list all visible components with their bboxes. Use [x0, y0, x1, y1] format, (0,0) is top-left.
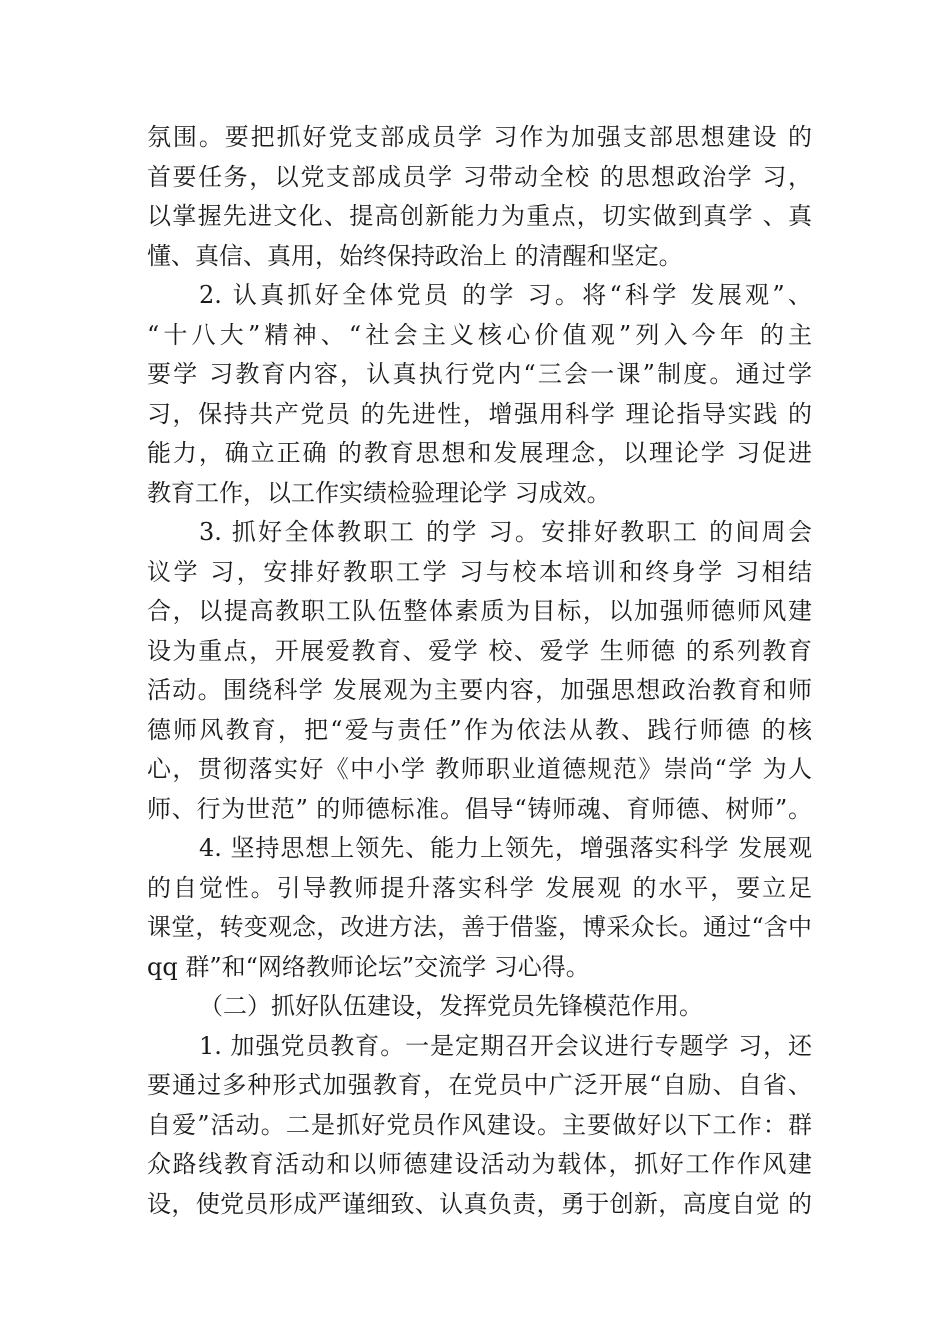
paragraph-start-line: 4. 坚持思想上领先、能力上领先，增强落实科学 发展观	[199, 834, 812, 862]
text-line: 能力，确立正确 的教育思想和发展理念，以理论学 习促进	[147, 439, 812, 467]
text-line: 设，使党员形成严谨细致、认真负责，勇于创新，高度自觉 的	[147, 1189, 812, 1218]
paragraph-start-line: 3. 抓好全体教职工 的学 习。安排好教职工 的间周会	[199, 518, 812, 546]
text-line: 设为重点，开展爱教育、爱学 校、爱学 生师德 的系列教育	[147, 636, 812, 665]
document-page	[147, 118, 812, 1224]
text-line: 活动。围绕科学 发展观为主要内容，加强思想政治教育和师	[147, 676, 812, 704]
text-line: 心，贯彻落实好《中小学 教师职业道德规范》崇尚“学 为人	[147, 755, 812, 783]
text-line: 议学 习，安排好教职工学 习与校本培训和终身学 习相结	[147, 557, 812, 586]
text-line: 自爱”活动。二是抓好党员作风建设。主要做好以下工作：群	[147, 1110, 812, 1139]
text-line: qq 群”和“网络教师论坛”交流学 习心得。	[147, 952, 590, 981]
text-line: 的自觉性。引导教师提升落实科学 发展观 的水平，要立足	[147, 873, 812, 902]
text-line: “十八大”精神、“社会主义核心价值观”列入今年 的主	[147, 320, 812, 349]
paragraph-start-line: 1. 加强党员教育。一是定期召开会议进行专题学 习，还	[199, 1031, 812, 1060]
text-line: 教育工作，以工作实绩检验理论学 习成效。	[147, 478, 611, 507]
text-line: 以掌握先进文化、提高创新能力为重点，切实做到真学 、真	[147, 202, 812, 230]
text-line: 德师风教育，把“爱与责任”作为依法从教、践行师德 的核	[147, 715, 812, 744]
text-line: 首要任务，以党支部成员学 习带动全校 的思想政治学 习，	[147, 162, 812, 191]
text-line: 合，以提高教职工队伍整体素质为目标，以加强师德师风建	[147, 597, 812, 625]
section-heading: （二）抓好队伍建设，发挥党员先锋模范作用。	[199, 992, 703, 1020]
text-line: 习，保持共产党员 的先进性，增强用科学 理论指导实践 的	[147, 399, 812, 428]
text-line: 师、行为世范” 的师德标准。倡导“铸师魂、育师德、树师”。	[147, 794, 812, 823]
text-line: 众路线教育活动和以师德建设活动为载体，抓好工作作风建	[147, 1150, 812, 1178]
text-line: 要通过多种形式加强教育，在党员中广泛开展“自励、自省、	[147, 1071, 812, 1099]
text-line: 懂、真信、真用，始终保持政治上 的清醒和坚定。	[147, 241, 683, 270]
text-line: 氛围。要把抓好党支部成员学 习作为加强支部思想建设 的	[147, 123, 812, 151]
paragraph-start-line: 2. 认真抓好全体党员 的学 习。将“科学 发展观”、	[199, 281, 812, 309]
text-line: 要学 习教育内容，认真执行党内“三会一课”制度。通过学	[147, 360, 812, 388]
text-line: 课堂，转变观念，改进方法，善于借鉴，博采众长。通过“含中	[147, 913, 812, 941]
